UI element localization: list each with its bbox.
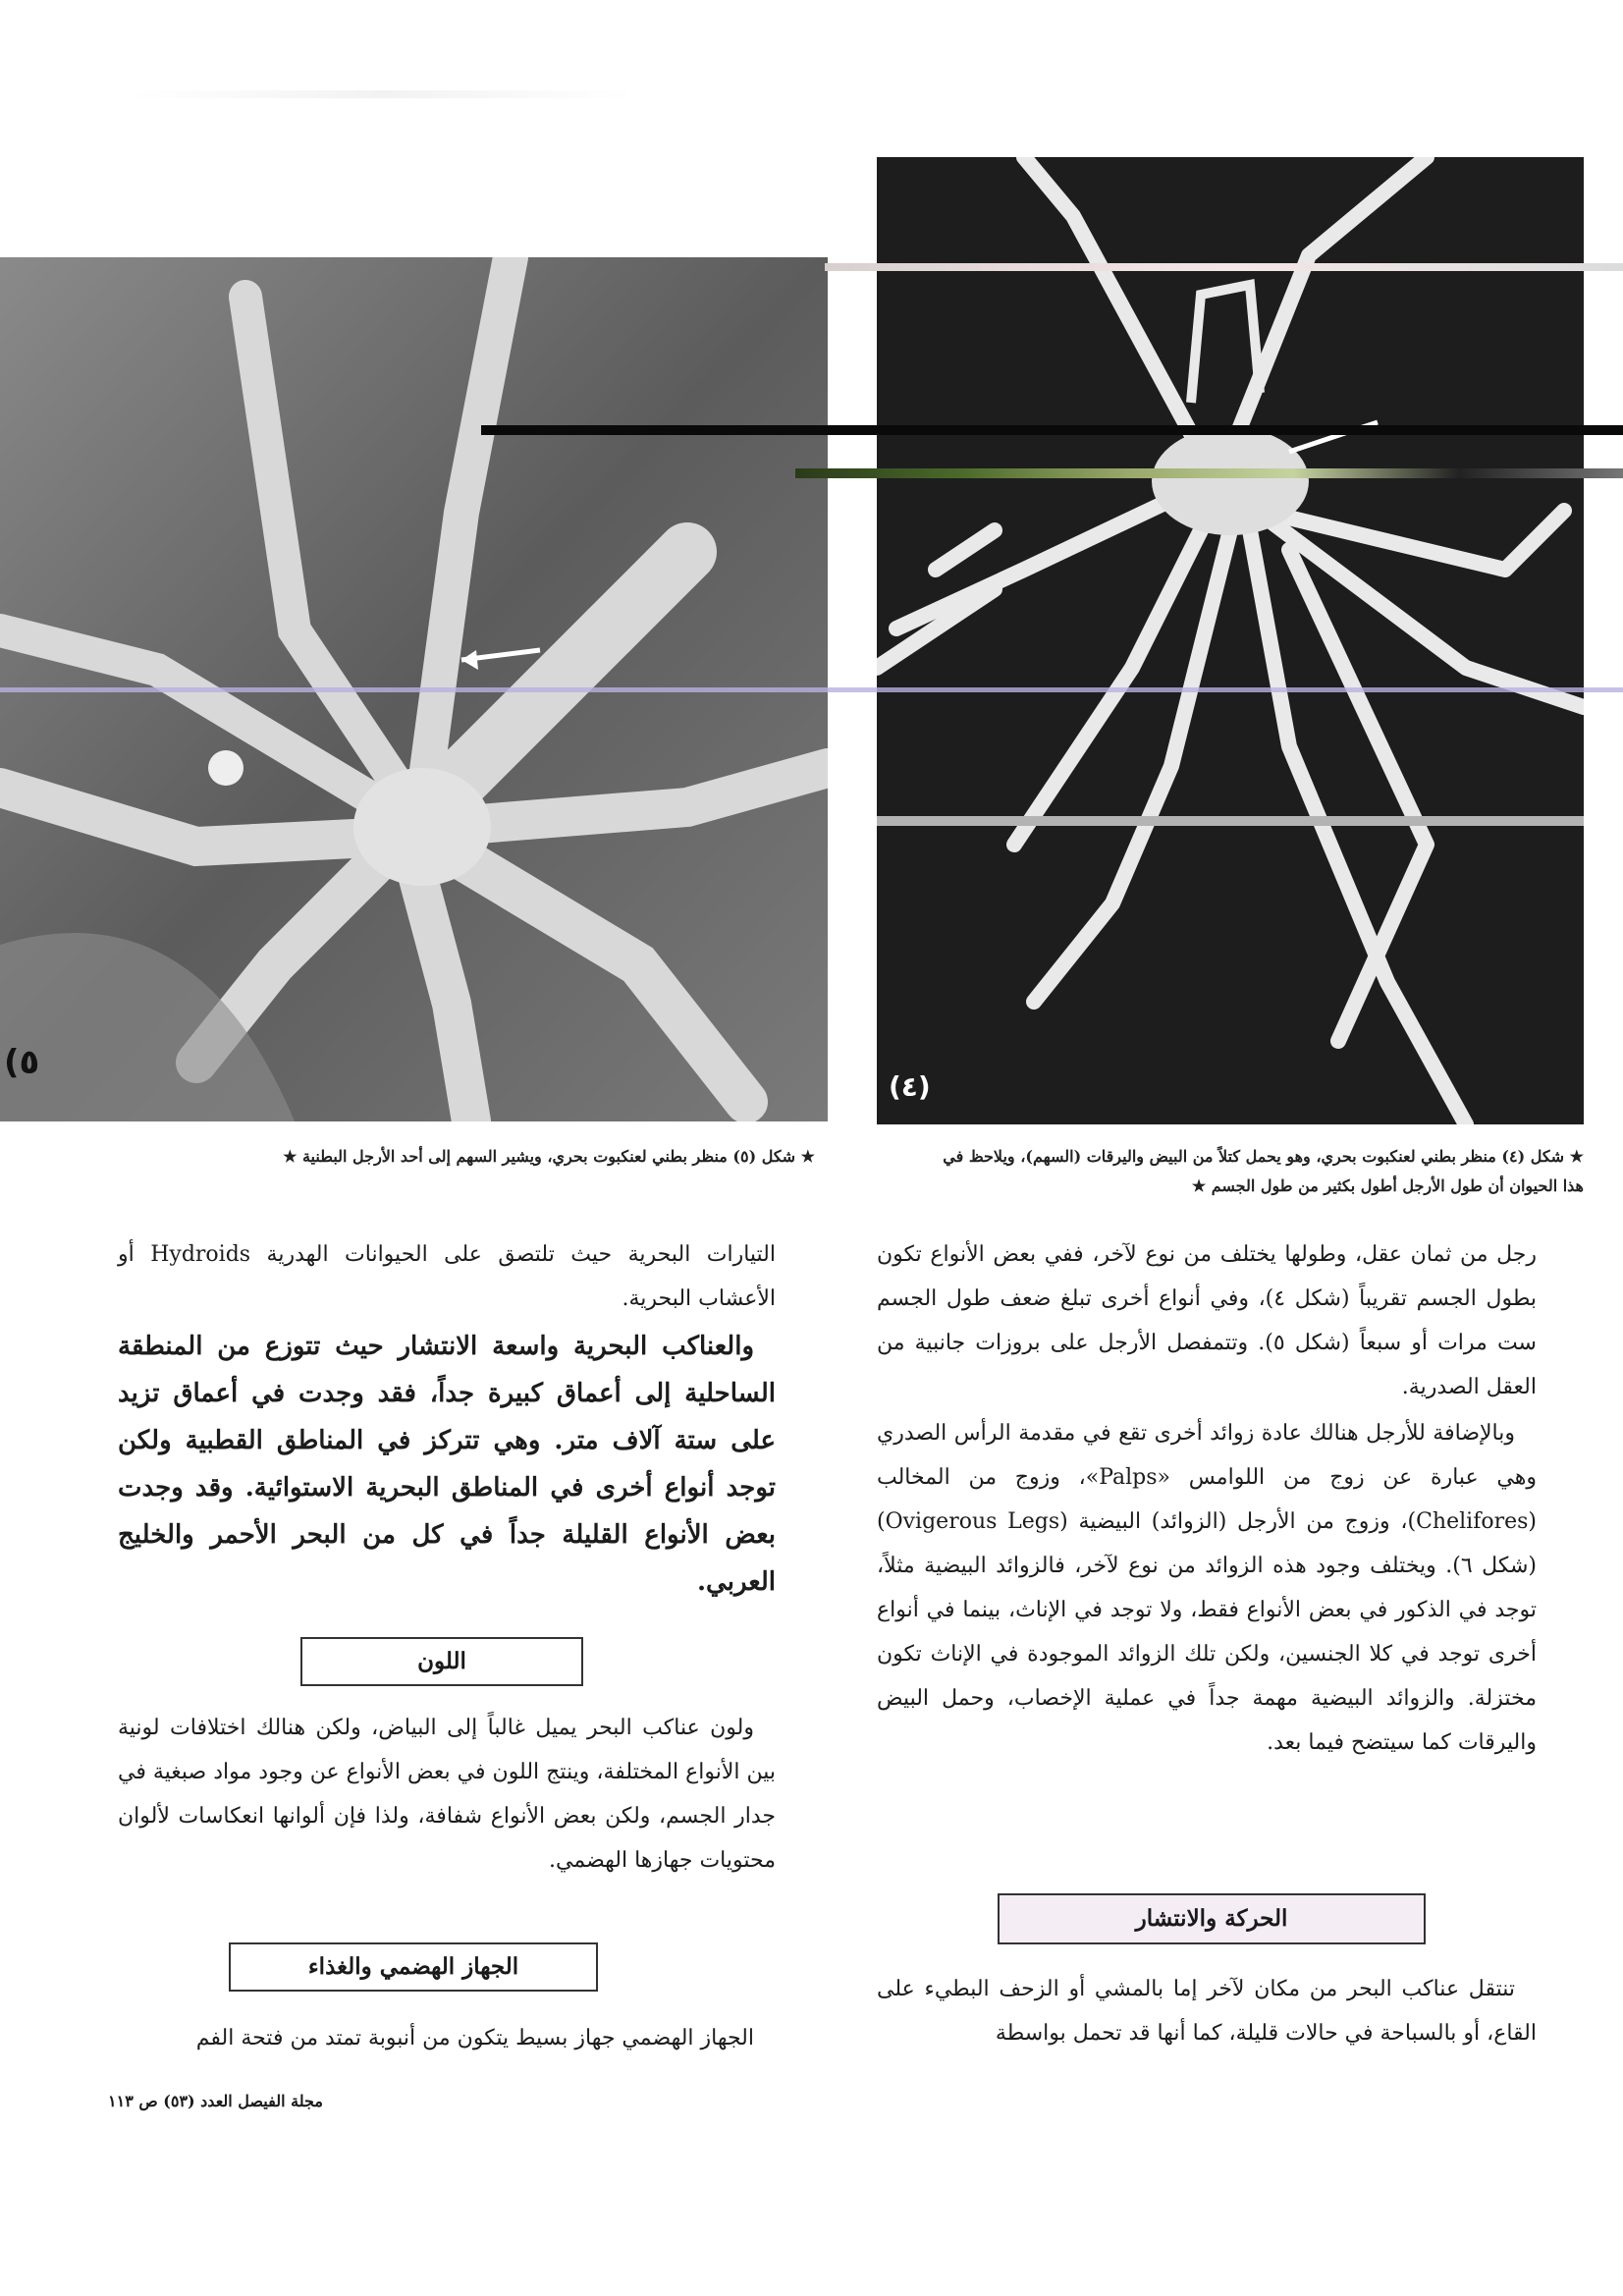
scan-glitch-4 xyxy=(0,687,1623,692)
figure-4-caption xyxy=(877,1142,1584,1201)
right-paragraph-2: وبالإضافة للأرجل هنالك عادة زوائد أخرى تقع في مقدمة الرأس الصدري وهي عبارة عن زوج من اللوامس «Palps»، وزوج من المخالب (Chelifores)، وزوج من الأرجل (الزوائد) البيضية (Ovigerous Legs) (شكل ٦). ويختلف وجود هذه الزوائد من نوع لآخر، فالزوائد البيضية مثلاً، توجد في الذكور في بعض الأنواع فقط، ولا توجد في الإناث، بينما في أنواع أخرى توجد في كلا الجنسين، ولكن تلك الزوائد الموجودة في الإناث تكون مختزلة. والزوائد البيضية مهمة جداً في عملية الإخصاب، وحمل البيض واليرقات كما سيتضح فيما بعد. xyxy=(877,1421,1537,1755)
left-text-column-2 xyxy=(118,1706,776,1883)
figure-5-label: (٥ xyxy=(4,1043,40,1082)
right-text-column xyxy=(877,1232,1537,1765)
left-paragraph-3: ولون عناكب البحر يميل غالباً إلى البياض، ولكن هنالك اختلافات لونية بين الأنواع المختلفة، وينتج اللون في بعض الأنواع عن وجود مواد صبغية في جدار الجسم، ولكن بعض الأنواع شفافة، ولذا فإن ألوانها انعكاسات لألوان محتويات جهازها الهضمي. xyxy=(118,1716,776,1873)
right-text-column-2 xyxy=(877,1967,1537,2055)
scan-glitch-1 xyxy=(825,263,1623,271)
left-text-column xyxy=(118,1232,776,1606)
left-text-column-3 xyxy=(118,2016,776,2060)
section-heading-color: اللون xyxy=(300,1637,583,1686)
scan-glitch-5 xyxy=(877,816,1584,826)
left-paragraph-2-bold: والعناكب البحرية واسعة الانتشار حيث تتوزع من المنطقة الساحلية إلى أعماق كبيرة جداً، فقد وجدت في أعماق تزيد على ستة آلاف متر. وهي تتركز في المناطق القطبية ولكن توجد أنواع أخرى في المناطق البحرية الاستوائية. وقد وجدت بعض الأنواع القليلة جداً في كل من البحر الأحمر والخليج العربي. xyxy=(118,1332,776,1597)
sea-spider-dark-image xyxy=(877,157,1584,1124)
section-heading-movement: الحركة والانتشار xyxy=(998,1893,1426,1944)
scan-glitch-2 xyxy=(481,425,1623,435)
figure-4-caption-line-1: ★ شكل (٤) منظر بطني لعنكبوت بحري، وهو يحمل كتلاً من البيض واليرقات (السهم)، ويلاحظ في xyxy=(943,1147,1584,1166)
left-paragraph-1: التيارات البحرية حيث تلتصق على الحيوانات الهدرية Hydroids أو الأعشاب البحرية. xyxy=(118,1242,776,1311)
section-heading-digestive: الجهاز الهضمي والغذاء xyxy=(229,1942,598,1992)
top-smudge xyxy=(128,90,638,98)
page-footer: مجلة الفيصل العدد (٥٣) ص ١١٣ xyxy=(108,2092,323,2110)
right-paragraph-3: تنتقل عناكب البحر من مكان لآخر إما بالمشي أو الزحف البطيء على القاع، أو بالسباحة في حالات قليلة، كما أنها قد تحمل بواسطة xyxy=(877,1977,1537,2046)
figure-4-label: (٤) xyxy=(889,1070,931,1103)
right-paragraph-1: رجل من ثمان عقل، وطولها يختلف من نوع لآخر، ففي بعض الأنواع تكون بطول الجسم تقريباً (شكل ٤)، وفي أنواع أخرى تبلغ ضعف طول الجسم ست مرات أو سبعاً (شكل ٥). وتتمفصل الأرجل على بروزات جانبية من العقل الصدرية. xyxy=(877,1242,1537,1399)
left-paragraph-4: الجهاز الهضمي جهاز بسيط يتكون من أنبوبة تمتد من فتحة الفم xyxy=(195,2026,754,2050)
figure-4-caption-line-2: هذا الحيوان أن طول الأرجل أطول بكثير من طول الجسم ★ xyxy=(1191,1176,1584,1195)
scan-glitch-3 xyxy=(795,468,1623,478)
figure-4-photo xyxy=(877,157,1584,1124)
figure-5-caption: ★ شكل (٥) منظر بطني لعنكبوت بحري، ويشير السهم إلى أحد الأرجل البطنية ★ xyxy=(283,1147,815,1166)
